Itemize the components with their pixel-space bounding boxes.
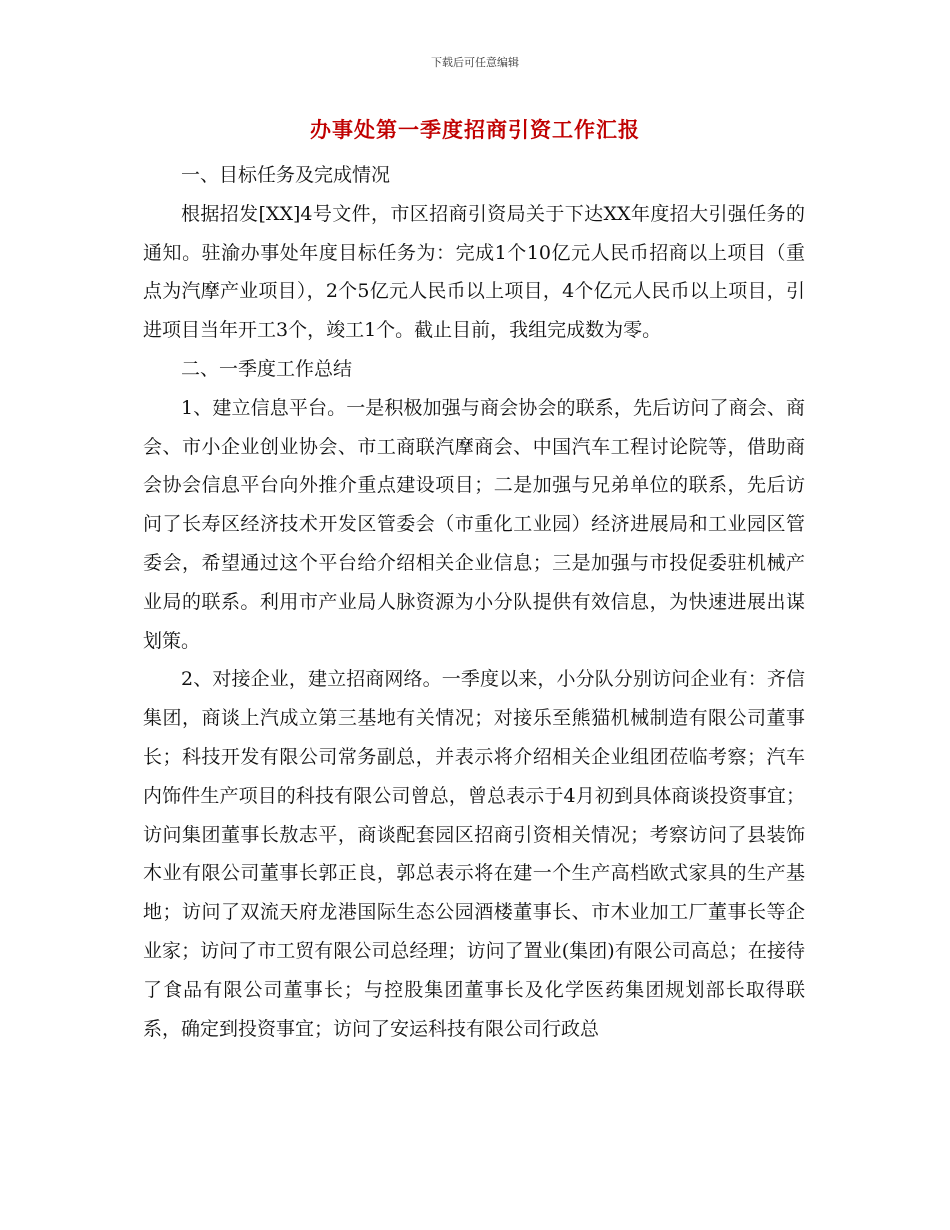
document-title: 办事处第一季度招商引资工作汇报 [310, 118, 640, 142]
section-heading-targets: 一、目标任务及完成情况 [181, 164, 391, 186]
document-body [143, 156, 805, 1048]
paragraph-enterprise-docking: 2、对接企业，建立招商网络。一季度以来，小分队分别访问企业有：齐信集团，商谈上汽成立第三基地有关情况；对接乐至熊猫机械制造有限公司董事长；科技开发有限公司常务副总，并表示将介绍相关企业组团莅临考察；汽车内饰件生产项目的科技有限公司曾总，曾总表示于4月初到具体商谈投资事宜；访问集团董事长敖志平，商谈配套园区招商引资相关情况；考察访问了县装饰木业有限公司董事长郭正良，郭总表示将在建一个生产高档欧式家具的生产基地；访问了双流天府龙港国际生态公园酒楼董事长、市木业加工厂董事长等企业家；访问了市工贸有限公司总经理；访问了置业(集团)有限公司高总；在接待了食品有限公司董事长；与控股集团董事长及化学医药集团规划部长取得联系，确定到投资事宜；访问了安运科技有限公司行政总 [143, 668, 805, 1040]
paragraph-targets: 根据招发[XX]4号文件，市区招商引资局关于下达XX年度招大引强任务的通知。驻渝办事处年度目标任务为：完成1个10亿元人民币招商以上项目（重点为汽摩产业项目），2个5亿元人民币以上项目，4个亿元人民币以上项目，引进项目当年开工3个，竣工1个。截止目前，我组完成数为零。 [143, 202, 805, 342]
page-header-note: 下载后可任意编辑 [431, 56, 519, 69]
paragraph-info-platform: 1、建立信息平台。一是积极加强与商会协会的联系，先后访问了商会、商会、市小企业创业协会、市工商联汽摩商会、中国汽车工程讨论院等，借助商会协会信息平台向外推介重点建设项目；二是加强与兄弟单位的联系，先后访问了长寿区经济技术开发区管委会（市重化工业园）经济进展局和工业园区管委会，希望通过这个平台给介绍相关企业信息；三是加强与市投促委驻机械产业局的联系。利用市产业局人脉资源为小分队提供有效信息，为快速进展出谋划策。 [143, 396, 805, 652]
section-heading-summary: 二、一季度工作总结 [181, 357, 353, 380]
